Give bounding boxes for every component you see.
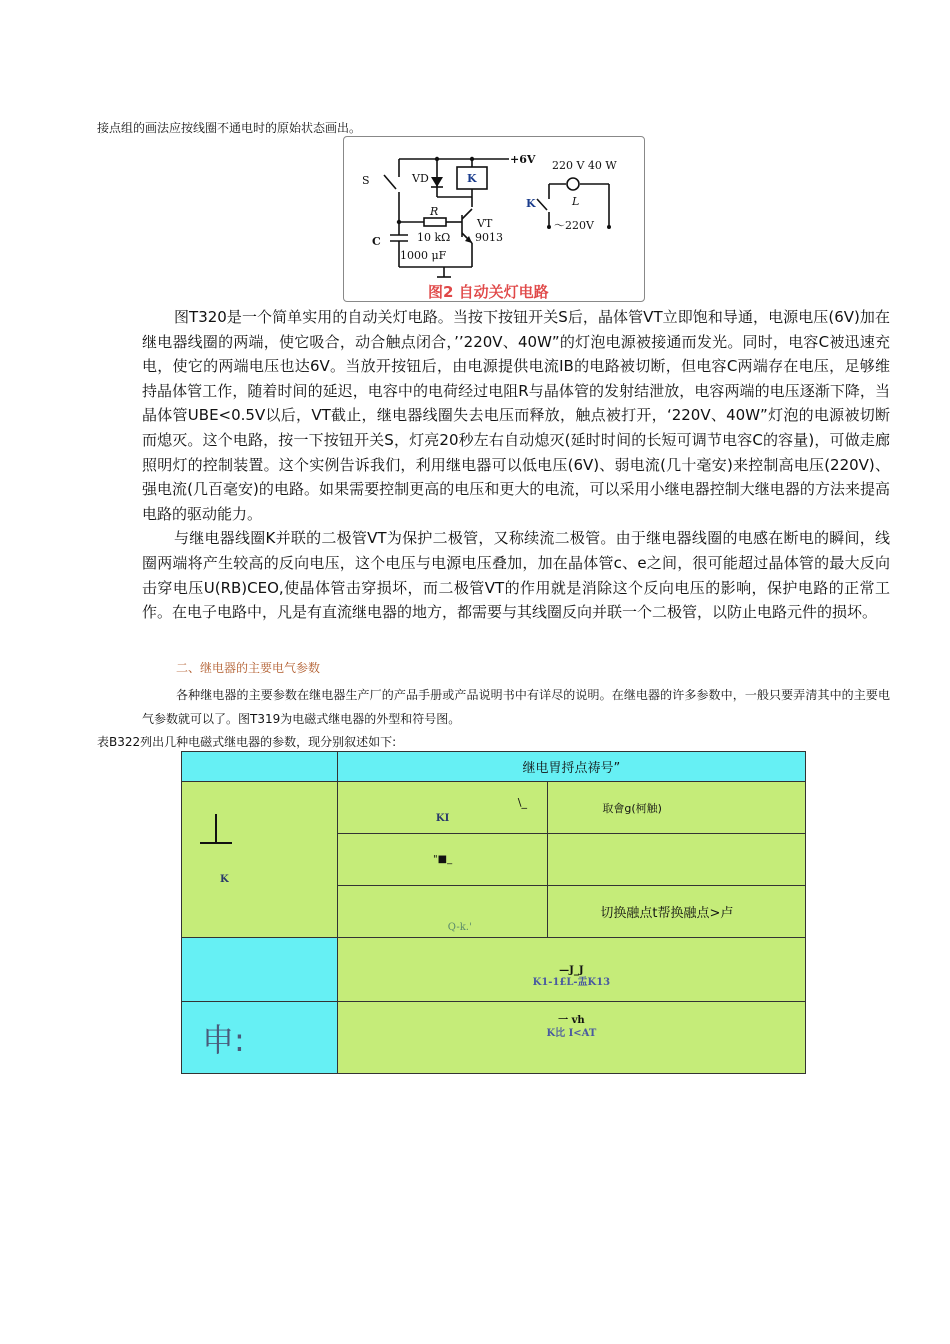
label-r: R bbox=[430, 205, 439, 218]
contact-nc-desc bbox=[548, 834, 806, 886]
contact-changeover-desc: 切换融点t帮换融点>卢 bbox=[548, 886, 806, 938]
label-lamp-rating: 220 V 40 W bbox=[552, 159, 617, 172]
contact-no-label: KI bbox=[435, 813, 450, 824]
row4-content bbox=[337, 938, 805, 1002]
row5-labels: K比 I<AT bbox=[546, 1028, 597, 1039]
contact-changeover-label: Q-k.' bbox=[447, 922, 472, 933]
table-row bbox=[182, 938, 806, 1002]
coil-symbol-icon bbox=[200, 842, 232, 844]
label-c-value: 1000 μF bbox=[400, 249, 447, 262]
header-empty-cell bbox=[182, 752, 338, 782]
small-paragraph: 各种继电器的主要参数在继电器生产厂的产品手册或产品说明书中有详尽的说明。在继电器的许多参数中，一般只要弄清其中的主要电气参数就可以了。图T319为电磁式继电器的外型和符号图。 bbox=[142, 688, 890, 726]
diode-icon bbox=[431, 177, 443, 187]
relay-table bbox=[181, 751, 806, 1074]
label-lamp: L bbox=[572, 195, 580, 208]
label-k2: K bbox=[526, 197, 536, 210]
table-note: 表B322列出几种电磁式继电器的参数，现分别叙述如下: bbox=[97, 735, 397, 749]
row4-labels: K1-1£L-盂K13 bbox=[532, 976, 611, 988]
row5-symbol: 申: bbox=[182, 1002, 338, 1074]
figure-caption: 图2 自动关灯电路 bbox=[428, 283, 549, 301]
label-r-value: 10 kΩ bbox=[417, 231, 451, 244]
label-vt: VT bbox=[477, 217, 493, 230]
coil-label: K bbox=[220, 874, 229, 885]
table-row bbox=[182, 1002, 806, 1074]
row4-symbol: —J_J bbox=[559, 964, 584, 976]
circuit-diagram bbox=[344, 137, 644, 301]
contact-no-cell: $_{KI}$ \_ bbox=[337, 782, 548, 834]
intro-line: 接点组的画法应按线圈不通电时的原始状态画出。 bbox=[97, 121, 362, 135]
label-k: K bbox=[467, 172, 477, 185]
row5-symbol-text: 一 vh bbox=[558, 1015, 585, 1026]
paragraph-1: 图T320是一个简单实用的自动关灯电路。当按下按钮开关S后，晶体管VT立即饱和导通，电源电压(6V)加在继电器线圈的两端，使它吸合，动合触点闭合，’’220V、40W”的灯泡电源被接通而发光。同时，电容C被迅速充电，使它的两端电压也达6V。当放开按钮后，由电源提供电流IB的电路被切断，但电容C两端存在电压，足够维持晶体管工作，随着时间的延迟，电容中的电荷经过电阻R与晶体管的发射结泄放，电容两端的电压逐渐下降，当晶体管UBE<0.5V以后，VT截止，继电器线圈失去电压而释放，触点被打开，‘220V、40W”灯泡的电源被切断而熄灭。这个电路，按一下按钮开关S，灯亮20秒左右自动熄灭(延时时间的长短可调节电容C的容量)，可做走廊照明灯的控制装置。这个实例告诉我们，利用继电器可以低电压(6V)、弱电流(几十毫安)来控制高电压(220V)、强电流(几百毫安)的电路。如果需要控制更高的电压和更大的电流，可以采用小继电器控制大继电器的方法来提高电路的驱动能力。 bbox=[142, 308, 890, 523]
label-c: C bbox=[372, 235, 381, 248]
contact-changeover-cell bbox=[337, 886, 548, 938]
label-vd: VD bbox=[412, 172, 429, 185]
label-s: S bbox=[362, 174, 370, 187]
table-row bbox=[182, 782, 806, 834]
coil-symbol-cell bbox=[182, 782, 338, 938]
section-heading: 二、继电器的主要电气参数 bbox=[176, 661, 321, 675]
contact-nc-cell: "■_ bbox=[337, 834, 548, 886]
label-vt-model: 9013 bbox=[475, 231, 503, 244]
table-header: 继电胃捋点祷号” bbox=[337, 752, 805, 782]
circuit-figure bbox=[343, 136, 645, 302]
paragraph-2: 与继电器线圈K并联的二极管VT为保护二极管，又称续流二极管。由于继电器线圈的电感在断电的瞬间，线圈两端将产生较高的反向电压，这个电压与电源电压叠加，加在晶体管c、e之间，很可能超过晶体管的最大反向击穿电压U(RB)CEO,使晶体管击穿损坏，而二极管VT的作用就是消除这个反向电压的影响，保护电路的正常工作。在电子电路中，凡是有直流继电器的地方，都需要与其线圈反向并联一个二极管，以防止电路元件的损坏。 bbox=[142, 529, 890, 622]
label-6v: +6V bbox=[510, 153, 536, 166]
main-text bbox=[142, 305, 890, 625]
table-header-row bbox=[182, 752, 806, 782]
contact-no-desc: 取會g(柯触) bbox=[548, 782, 806, 834]
row5-content bbox=[337, 1002, 805, 1074]
row4-empty-cell bbox=[182, 938, 338, 1002]
label-supply: ～220V bbox=[554, 219, 594, 232]
